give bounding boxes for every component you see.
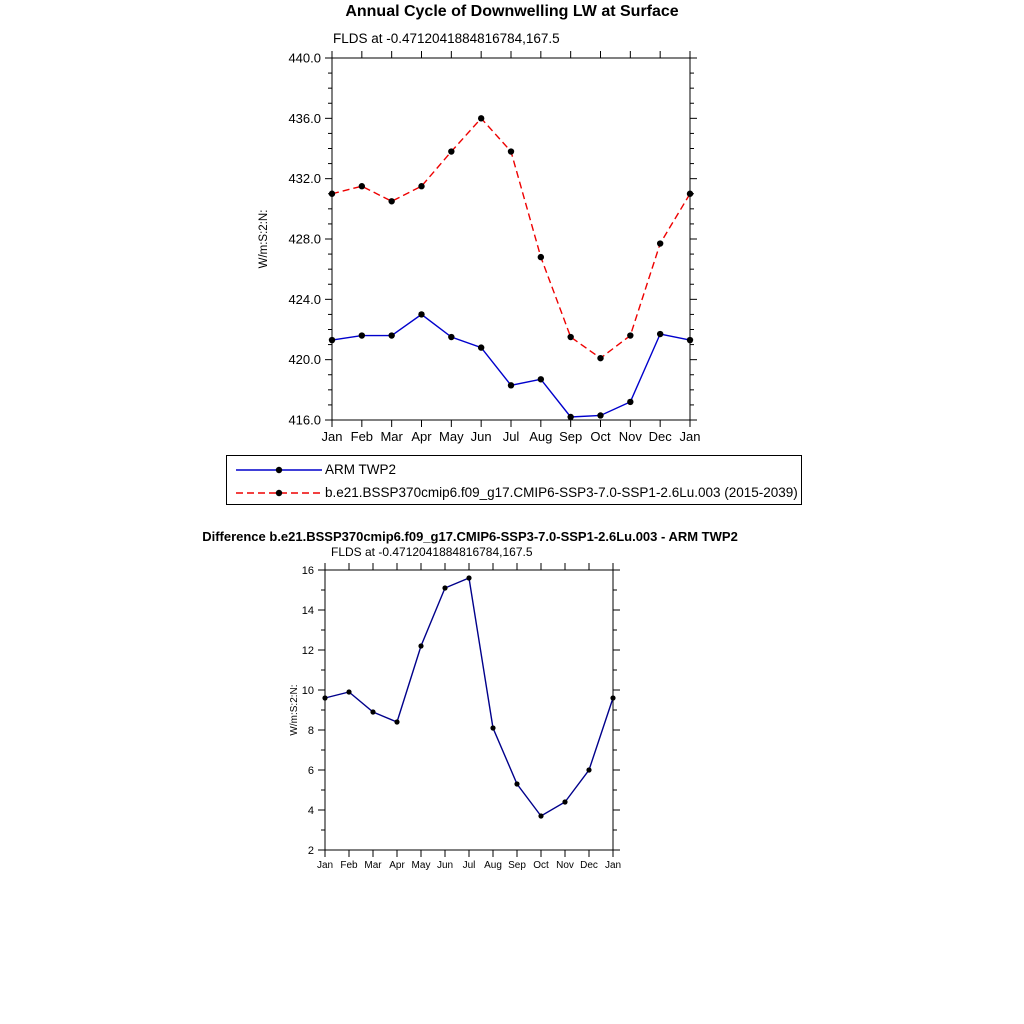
y-tick-label: 4: [307, 804, 314, 817]
x-tick-label: Oct: [533, 860, 549, 871]
chart1-title: Annual Cycle of Downwelling LW at Surface: [345, 3, 679, 20]
x-tick-label: Feb: [340, 860, 358, 871]
annual-cycle-line-chart: [0, 0, 1024, 450]
x-tick-label: Mar: [364, 860, 382, 871]
x-tick-label: Sep: [508, 860, 526, 871]
y-tick-label: 14: [301, 604, 314, 617]
x-tick-label: Jul: [462, 860, 476, 871]
data-point-marker: [394, 719, 399, 724]
x-tick-label: Feb: [350, 429, 374, 444]
data-point-marker: [627, 332, 633, 338]
data-point-marker: [490, 725, 495, 730]
legend-item-arm-twp2: [235, 458, 801, 481]
x-tick-label: Jul: [502, 429, 520, 444]
x-tick-label: Jan: [316, 860, 334, 871]
x-tick-label: Dec: [648, 429, 672, 444]
x-tick-label: Jan: [679, 429, 701, 444]
plot-frame: [332, 58, 690, 420]
x-tick-label: May: [439, 429, 464, 444]
data-point-marker: [329, 191, 335, 197]
series-line: [332, 314, 690, 417]
series-line: [325, 578, 613, 816]
data-point-marker: [610, 695, 615, 700]
x-tick-label: Nov: [556, 860, 574, 871]
data-point-marker: [562, 799, 567, 804]
data-point-marker: [597, 412, 603, 418]
data-point-marker: [418, 643, 423, 648]
data-point-marker: [359, 332, 365, 338]
data-point-marker: [567, 414, 573, 420]
x-tick-label: May: [411, 860, 431, 871]
x-tick-label: Jan: [604, 860, 622, 871]
data-point-marker: [508, 148, 514, 154]
y-tick-label: 10: [301, 684, 314, 697]
data-point-marker: [514, 781, 519, 786]
data-point-marker: [442, 585, 447, 590]
data-point-marker: [627, 399, 633, 405]
y-tick-label: 420.0: [288, 352, 321, 368]
data-point-marker: [418, 311, 424, 317]
y-tick-label: 416.0: [288, 412, 321, 428]
y-tick-label: 12: [301, 644, 314, 657]
legend-marker-dot: [276, 466, 282, 472]
x-tick-label: Jun: [436, 860, 454, 871]
data-point-marker: [687, 337, 693, 343]
y-tick-label: 6: [307, 764, 314, 777]
x-tick-label: Mar: [380, 429, 403, 444]
data-point-marker: [657, 331, 663, 337]
x-tick-label: Nov: [618, 429, 642, 444]
chart2-title: Difference b.e21.BSSP370cmip6.f09_g17.CMIP6-SSP3-7.0-SSP1-2.6Lu.003 - ARM TWP2: [202, 529, 738, 544]
x-tick-label: Sep: [559, 429, 583, 444]
data-point-marker: [388, 198, 394, 204]
data-point-marker: [466, 575, 471, 580]
y-tick-label: 432.0: [288, 171, 321, 187]
legend-line-sample-solid: [235, 464, 323, 476]
legend-label-arm-twp2: ARM TWP2: [325, 462, 397, 477]
y-tick-label: 8: [307, 724, 314, 737]
data-point-marker: [538, 254, 544, 260]
x-tick-label: Apr: [411, 429, 432, 444]
data-point-marker: [538, 813, 543, 818]
chart2-subtitle: FLDS at -0.4712041884816784,167.5: [331, 545, 533, 559]
data-point-marker: [586, 767, 591, 772]
legend-item-model-run: [235, 481, 801, 504]
y-axis-label: W/m:S:2:N:: [289, 684, 300, 736]
y-axis-label: W/m:S:2:N:: [258, 209, 270, 269]
data-point-marker: [388, 332, 394, 338]
chart1-subtitle: FLDS at -0.4712041884816784,167.5: [333, 31, 560, 46]
x-tick-label: Dec: [580, 860, 598, 871]
x-tick-label: Aug: [529, 429, 553, 444]
data-point-marker: [418, 183, 424, 189]
data-point-marker: [687, 191, 693, 197]
legend-label-model-run: b.e21.BSSP370cmip6.f09_g17.CMIP6-SSP3-7.0-SSP1-2.6Lu.003 (2015-2039): [325, 485, 798, 500]
data-point-marker: [508, 382, 514, 388]
data-point-marker: [478, 115, 484, 121]
y-tick-label: 440.0: [288, 50, 321, 66]
x-tick-label: Apr: [389, 860, 405, 871]
y-tick-label: 436.0: [288, 110, 321, 126]
data-point-marker: [359, 183, 365, 189]
chart1-legend: [226, 455, 802, 505]
data-point-marker: [567, 334, 573, 340]
data-point-marker: [346, 689, 351, 694]
y-tick-label: 16: [301, 564, 314, 577]
data-point-marker: [329, 337, 335, 343]
data-point-marker: [448, 334, 454, 340]
x-tick-label: Aug: [484, 860, 502, 871]
data-point-marker: [478, 344, 484, 350]
difference-line-chart: [0, 558, 1024, 888]
x-tick-label: Jun: [470, 429, 492, 444]
x-tick-label: Oct: [590, 429, 611, 444]
data-point-marker: [370, 709, 375, 714]
plot-frame: [325, 570, 613, 850]
x-tick-label: Jan: [321, 429, 343, 444]
legend-line-sample-dashed: [235, 487, 323, 499]
data-point-marker: [597, 355, 603, 361]
data-point-marker: [448, 148, 454, 154]
y-tick-label: 2: [307, 844, 314, 857]
data-point-marker: [322, 695, 327, 700]
y-tick-label: 428.0: [288, 231, 321, 247]
data-point-marker: [657, 240, 663, 246]
data-point-marker: [538, 376, 544, 382]
y-tick-label: 424.0: [288, 291, 321, 307]
legend-marker-dot: [276, 489, 282, 495]
